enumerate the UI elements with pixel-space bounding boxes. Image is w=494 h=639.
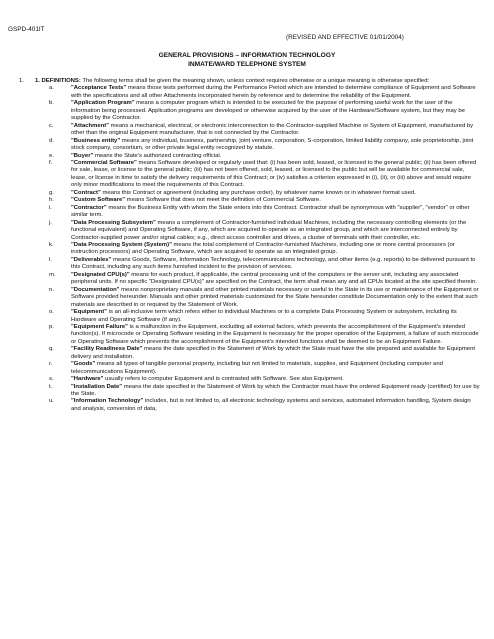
definition-item	[49, 153, 481, 160]
definition-body	[71, 220, 481, 242]
definition-letter: i.	[49, 204, 52, 211]
definition-letter: f.	[49, 159, 53, 166]
definition-body	[71, 160, 481, 190]
definition-text: means the date specified in the Statement of Work by which the Contractor must have the ordered Equipment ready (certified) for use by the State.	[71, 383, 480, 398]
definition-body	[71, 398, 481, 413]
definition-body	[71, 197, 481, 204]
definition-term: "Data Processing Subsystem"	[71, 219, 156, 226]
definition-term: "Installation Date"	[71, 383, 123, 390]
definition-letter: h.	[49, 197, 54, 204]
definition-item	[49, 384, 481, 399]
definition-text: means for each product, if applicable, the central processing unit of the computers or the server unit, including any associated peripheral units. If no specific "Designated CPU(s)" are specified on the Contract, the term shall mean any and all CPUs located at the site specified therein.	[71, 271, 477, 286]
definition-text: usually refers to computer Equipment and is contrasted with Software. See also Equipment.	[105, 376, 344, 383]
definition-body	[71, 324, 481, 346]
definition-body	[71, 138, 481, 153]
definition-term: "Facility Readiness Date"	[71, 346, 143, 353]
definition-letter: s.	[49, 376, 54, 383]
definition-letter: t.	[49, 383, 53, 390]
definitions-list	[49, 85, 481, 413]
definition-letter: r.	[49, 361, 53, 368]
definition-text: includes, but is not limited to, all electronic technology systems and services, automated information handling, System design and analysis, conversion of data,	[71, 398, 471, 412]
definition-term: "Hardware"	[71, 376, 104, 383]
definition-item	[49, 242, 481, 257]
definition-item	[49, 197, 481, 204]
section-number: 1.	[19, 78, 24, 84]
document-subtitle: INMATE/WARD TELEPHONE SYSTEM	[188, 61, 306, 68]
definition-item	[49, 324, 481, 346]
definition-text: means a mechanical, electrical, or electronic interconnection to the Contractor-supplied Machine or System of Equipment, manufactured by other than the original Equipment manufacturer, that is not connected by the Contractor.	[71, 122, 474, 137]
definition-body	[71, 85, 481, 100]
definition-item	[49, 220, 481, 242]
definition-item	[49, 257, 481, 272]
definition-text: means Software that does not meet the definition of Commercial Software.	[126, 197, 321, 204]
definition-letter: n.	[49, 286, 54, 293]
definition-letter: g.	[49, 189, 54, 196]
definition-text: means nonproprietary manuals and other printed materials necessary or useful to the State in its use or maintenance of the Equipment or Software provided hereunder. Manuals and other printed materials customized for the State hereunder constitute Documentation only to the extent that such materials are described in or required by the Statement of Work.	[71, 286, 479, 308]
definition-body	[71, 376, 481, 383]
definition-body	[71, 384, 481, 399]
document-title: GENERAL PROVISIONS – INFORMATION TECHNOLOGY	[158, 52, 336, 59]
definition-letter: p.	[49, 323, 54, 330]
form-id: GSPD-401IT	[8, 26, 45, 33]
definition-item	[49, 309, 481, 324]
definition-item	[49, 100, 481, 122]
definition-text: means the date specified in the Statement of Work by which the State must have the site prepared and available for Equipment delivery and installation.	[71, 346, 475, 360]
definitions-section	[19, 78, 481, 413]
section-title: 1. DEFINITIONS:	[35, 78, 81, 84]
definition-term: "Designated CPU(s)"	[71, 271, 130, 278]
definition-text: is a malfunction in the Equipment, excluding all external factors, which prevents the accomplishment of the Equipment's intended function(s). If microcode or Operating Software residing in the Equipment is necessary for the proper operation of the Equipment, a failure of such microcode or Operating Software which prevents the accomplishment of the Equipment's intended functions shall be deemed to be an Equipment Failure.	[71, 323, 479, 345]
definition-letter: a.	[49, 85, 54, 92]
definition-text: means those tests performed during the Performance Period which are intended to determine compliance of Equipment and Software with the specifications and all other Attachments incorporated herein by reference and to determine the reliability of the Equipment.	[71, 85, 476, 99]
definition-item	[49, 361, 481, 376]
definition-term: "Business entity"	[71, 137, 121, 144]
definition-text: means a computer program which is intended to be executed for the purpose of performing useful work for the user of the information being processed. Application programs are developed or otherwise acquired by the user of the Hardware/Software system, but they may be supplied by the Contractor.	[71, 100, 465, 122]
definition-body	[71, 272, 481, 287]
definition-term: "Application Program"	[71, 100, 135, 107]
definition-body	[71, 346, 481, 361]
definition-text: means Goods, Software, Information Technology, telecommunications technology, and other items (e.g. reports) to be delivered pursuant to this Contract, including any such items furnished incident to the provision of services.	[71, 256, 476, 271]
definition-text: means the Business Entity with whom the State enters into this Contract. Contractor shall be synonymous with "supplier", "vendor" or other similar term.	[71, 204, 470, 219]
definition-term: "Documentation"	[71, 286, 120, 293]
definition-term: "Buyer"	[71, 152, 94, 159]
definition-body	[71, 100, 481, 122]
definition-body	[71, 153, 481, 160]
definition-term: "Equipment"	[71, 309, 108, 316]
definition-term: "Contract"	[71, 189, 101, 196]
definition-letter: j.	[49, 219, 52, 226]
definition-letter: q.	[49, 346, 54, 353]
definition-term: "Commercial Software"	[71, 159, 137, 166]
definition-text: means all types of tangible personal property, including but not limited to materials, supplies, and Equipment (including computer and telecommunications Equipment).	[71, 361, 443, 375]
section-heading	[19, 78, 481, 85]
definition-letter: e.	[49, 152, 54, 159]
definition-term: "Deliverables"	[71, 256, 112, 263]
definition-body	[71, 123, 481, 138]
definition-item	[49, 85, 481, 100]
definition-item	[49, 272, 481, 287]
section-intro-text: The following terms shall be given the meaning shown, unless context requires otherwise or a unique meaning is otherwise specified:	[82, 78, 430, 84]
definition-item	[49, 287, 481, 309]
definition-letter: m.	[49, 271, 56, 278]
definition-letter: d.	[49, 137, 54, 144]
definition-text: means the State's authorized contracting official.	[94, 152, 222, 159]
definition-letter: b.	[49, 100, 54, 107]
definition-text: means this Contract or agreement (including any purchase order), by whatever name known or in whatever format used.	[102, 189, 416, 196]
definition-term: "Information Technology"	[71, 398, 144, 405]
definition-item	[49, 190, 481, 197]
definition-letter: k.	[49, 241, 54, 248]
definition-item	[49, 398, 481, 413]
definition-text: means a complement of Contractor-furnished individual Machines, including the necessary controlling elements (or the functional equivalent) and Operating Software, if any, which are acquired to operate as an integrated group, and which are interconnected entirely by Contractor-supplied power and/or signal cables; e.g., direct access controller and drives, a cluster of terminals with their controller, etc.	[71, 219, 467, 241]
definition-item	[49, 138, 481, 153]
definition-term: "Attachment"	[71, 122, 109, 129]
definition-letter: u.	[49, 398, 54, 405]
definition-body	[71, 242, 481, 257]
definition-text: is an all-inclusive term which refers either to individual Machines or to a complete Data Processing System or subsystem, including its Hardware and Operating Software (if any).	[71, 309, 457, 323]
section-intro	[35, 78, 481, 85]
definition-text: means Software developed or regularly used that: (i) has been sold, leased, or licensed to the general public; (ii) has been offered for sale, lease, or license to the general public; (iii) has not been offered, sold, leased, or licensed to the public but will be available for commercial sale, lease, or license in time to satisfy the delivery requirements of this Contract; or (iv) satisfies a criterion expressed in (i), (ii), or (iii) above and would require only minor modifications to meet the requirements of this Contract.	[71, 159, 477, 189]
definition-body	[71, 287, 481, 309]
definition-letter: c.	[49, 122, 54, 129]
definition-term: "Equipment Failure"	[71, 323, 128, 330]
definition-body	[71, 361, 481, 376]
definition-body	[71, 205, 481, 220]
definition-term: "Acceptance Tests"	[71, 85, 127, 92]
definition-item	[49, 123, 481, 138]
definition-item	[49, 205, 481, 220]
definition-item	[49, 376, 481, 383]
definition-term: "Goods"	[71, 361, 96, 368]
definition-text: means the total complement of Contractor-furnished Machines, including one or more central processors (or instruction processors) and Operating Software, which are acquired to operate as an integrated group.	[71, 241, 455, 256]
definition-body	[71, 257, 481, 272]
definition-letter: o.	[49, 309, 54, 316]
definition-term: "Data Processing System (System)"	[71, 241, 172, 248]
revision-date: (REVISED AND EFFECTIVE 01/01/2004)	[286, 34, 404, 41]
definition-term: "Contractor"	[71, 204, 107, 211]
definition-item	[49, 346, 481, 361]
definition-item	[49, 160, 481, 190]
definition-term: "Custom Software"	[71, 197, 126, 204]
definition-letter: l.	[49, 256, 52, 263]
definition-text: means any individual, business, partnership, joint venture, corporation, S-corporation, limited liability company, sole proprietorship, joint stock company, consortium, or other private legal entity recognized by statute.	[71, 137, 474, 152]
definition-body	[71, 309, 481, 324]
definition-body	[71, 190, 481, 197]
